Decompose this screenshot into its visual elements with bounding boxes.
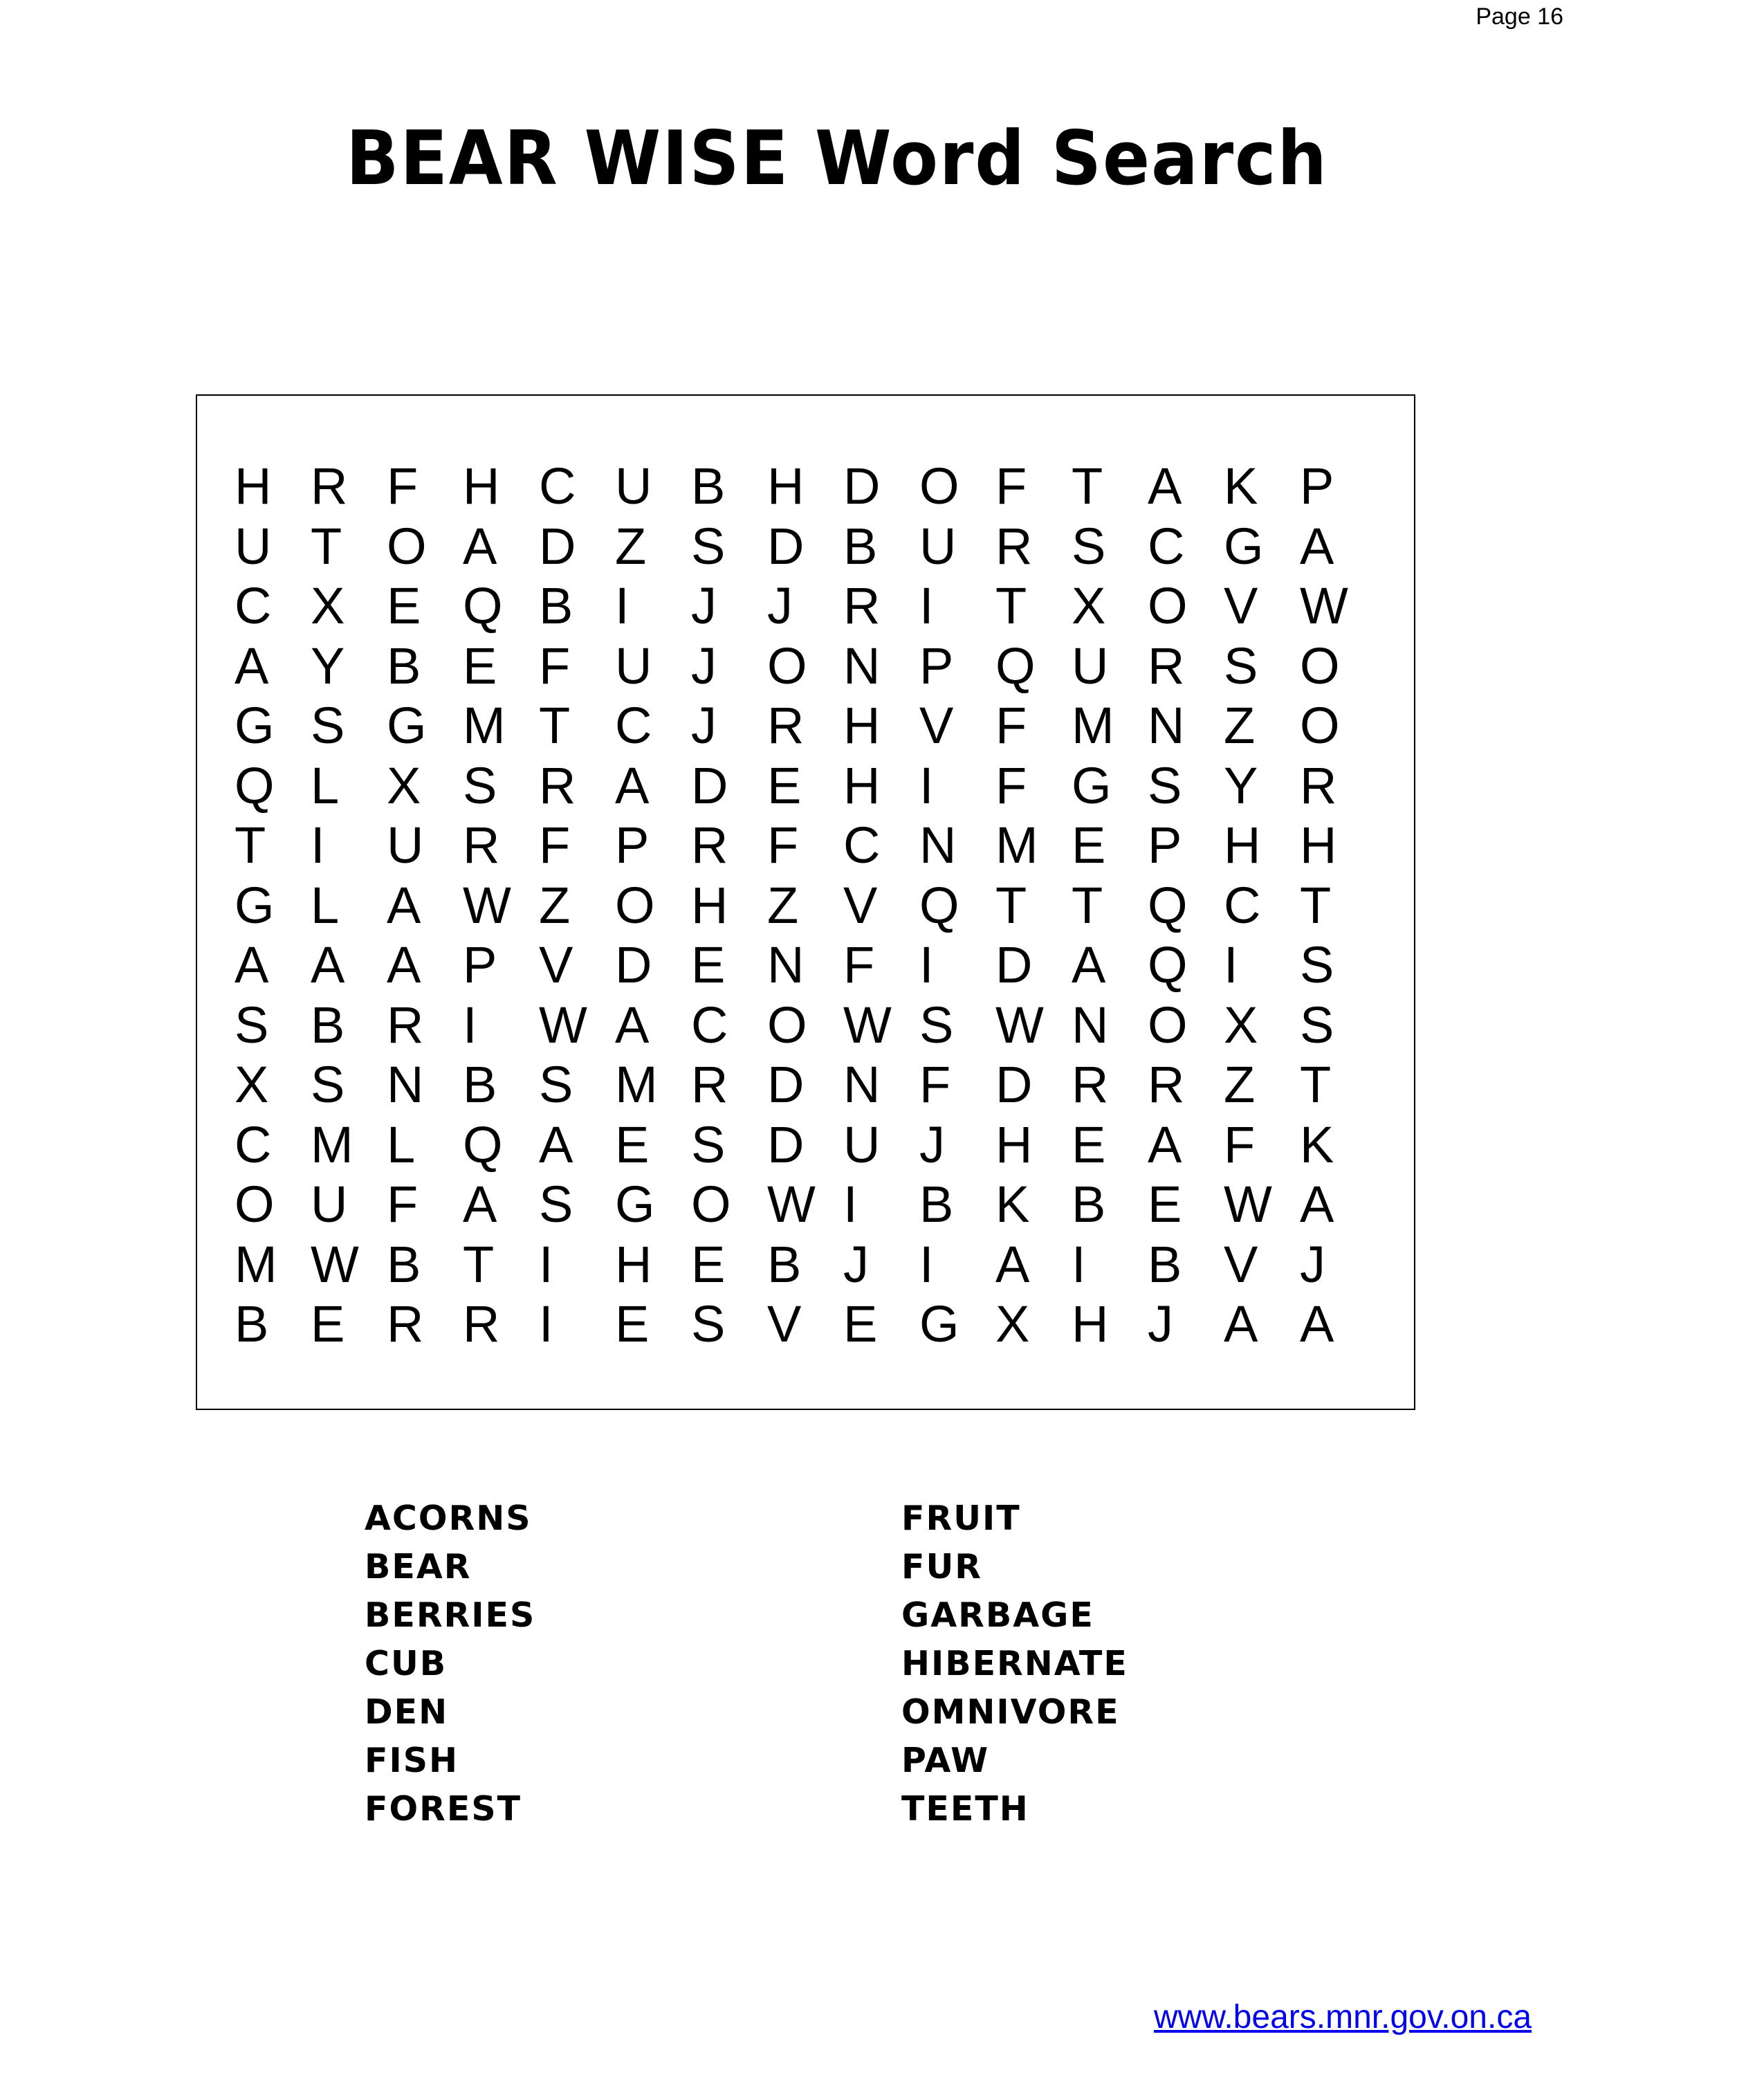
grid-letter: B [1072, 1175, 1106, 1233]
grid-letter: W [539, 996, 587, 1054]
grid-letter: U [615, 637, 652, 695]
grid-letter: R [691, 816, 728, 874]
word-list-left [365, 1494, 849, 1833]
grid-letter: A [1148, 457, 1182, 515]
grid-letter: W [995, 996, 1044, 1054]
grid-letter: K [1224, 457, 1258, 515]
grid-letter: J [1148, 1295, 1173, 1353]
grid-letter: S [1148, 756, 1182, 814]
grid-row [235, 996, 1390, 1056]
word-list-right [901, 1494, 1386, 1833]
page-number: Page 16 [1476, 3, 1563, 30]
grid-letter: C [1224, 876, 1261, 934]
grid-letter: O [691, 1175, 731, 1233]
grid-letter: H [843, 697, 881, 754]
grid-letter: B [235, 1295, 269, 1353]
grid-row [235, 1055, 1390, 1115]
grid-letter: U [615, 457, 652, 515]
grid-letter: C [1148, 517, 1185, 575]
grid-letter: B [691, 457, 726, 515]
grid-letter: U [311, 1175, 348, 1233]
grid-letter: Q [235, 756, 275, 814]
grid-letter: X [311, 577, 345, 634]
grid-letter: I [919, 756, 934, 814]
grid-letter: R [387, 996, 424, 1054]
grid-letter: T [995, 577, 1027, 634]
grid-letter: R [843, 577, 881, 634]
grid-letter: V [1224, 577, 1258, 634]
grid-letter: W [1224, 1175, 1272, 1233]
grid-letter: F [539, 816, 571, 874]
grid-letter: L [311, 876, 340, 934]
grid-letter: X [1072, 577, 1106, 634]
grid-letter: G [1224, 517, 1264, 575]
grid-letter: V [919, 697, 954, 754]
grid-letter: T [995, 876, 1027, 934]
grid-letter: G [387, 697, 427, 754]
grid-row [235, 1235, 1390, 1295]
grid-letter: G [615, 1175, 655, 1233]
grid-letter: M [235, 1235, 277, 1293]
grid-letter: Q [1148, 876, 1188, 934]
grid-letter: R [539, 756, 576, 814]
grid-letter: Z [1224, 697, 1256, 754]
grid-letter: M [615, 1056, 658, 1113]
grid-letter: S [539, 1175, 573, 1233]
grid-letter: D [843, 457, 881, 515]
grid-letter: E [843, 1295, 878, 1353]
grid-letter: K [995, 1175, 1030, 1233]
grid-letter: D [691, 756, 728, 814]
grid-letter: S [691, 1295, 726, 1353]
grid-row [235, 935, 1390, 996]
grid-letter: N [1148, 697, 1185, 754]
grid-letter: S [235, 996, 269, 1054]
grid-letter: A [1148, 1115, 1182, 1173]
grid-letter: M [463, 697, 506, 754]
grid-letter: A [1224, 1295, 1258, 1353]
grid-letter: N [843, 1056, 881, 1113]
word-list-item: OMNIVORE [901, 1692, 1120, 1732]
word-search-grid-box [196, 394, 1415, 1410]
grid-letter: D [767, 517, 805, 575]
grid-letter: I [843, 1175, 858, 1233]
grid-letter: H [235, 457, 272, 515]
word-list-item: HIBERNATE [901, 1644, 1128, 1683]
grid-letter: P [919, 637, 954, 695]
grid-row [235, 1115, 1390, 1175]
word-list-item: FRUIT [901, 1499, 1021, 1538]
grid-letter: R [463, 1295, 500, 1353]
grid-letter: N [1072, 996, 1109, 1054]
grid-letter: C [235, 1115, 272, 1173]
grid-letter: G [235, 697, 275, 754]
grid-letter: T [1072, 876, 1103, 934]
grid-letter: T [311, 517, 342, 575]
grid-letter: E [691, 1235, 726, 1293]
grid-row [235, 637, 1390, 697]
grid-letter: R [1072, 1056, 1109, 1113]
grid-letter: I [615, 577, 630, 634]
grid-letter: I [539, 1295, 553, 1353]
grid-letter: B [463, 1056, 497, 1113]
grid-letter: R [1300, 756, 1337, 814]
grid-letter: F [919, 1056, 951, 1113]
grid-letter: H [995, 1115, 1033, 1173]
grid-letter: H [1224, 816, 1261, 874]
grid-letter: F [387, 1175, 419, 1233]
grid-letter: R [387, 1295, 424, 1353]
word-search-grid [235, 457, 1390, 1355]
grid-letter: J [1300, 1235, 1325, 1293]
grid-letter: Z [767, 876, 799, 934]
grid-letter: Q [995, 637, 1036, 695]
grid-letter: F [539, 637, 571, 695]
grid-row [235, 696, 1390, 756]
grid-letter: C [615, 697, 652, 754]
grid-letter: V [539, 936, 573, 994]
grid-letter: S [1300, 996, 1334, 1054]
grid-row [235, 576, 1390, 637]
grid-letter: O [767, 637, 807, 695]
grid-letter: B [919, 1175, 954, 1233]
grid-letter: B [387, 1235, 421, 1293]
grid-letter: U [1072, 637, 1109, 695]
grid-letter: W [463, 876, 511, 934]
grid-letter: R [311, 457, 348, 515]
grid-letter: J [919, 1115, 945, 1173]
word-list-item: ACORNS [365, 1499, 532, 1538]
grid-letter: A [387, 936, 421, 994]
grid-letter: F [843, 936, 875, 994]
grid-letter: I [1072, 1235, 1086, 1293]
grid-letter: A [1072, 936, 1106, 994]
grid-row [235, 1175, 1390, 1235]
grid-row [235, 1294, 1390, 1355]
grid-letter: J [767, 577, 793, 634]
grid-letter: H [1072, 1295, 1109, 1353]
grid-letter: H [767, 457, 805, 515]
grid-row [235, 517, 1390, 577]
grid-letter: Q [919, 876, 959, 934]
grid-letter: F [387, 457, 419, 515]
grid-letter: Q [1148, 936, 1188, 994]
grid-letter: Y [311, 637, 345, 695]
word-list-item: TEETH [901, 1789, 1029, 1829]
grid-letter: B [1148, 1235, 1182, 1293]
grid-letter: W [767, 1175, 816, 1233]
grid-letter: B [539, 577, 573, 634]
grid-letter: J [843, 1235, 869, 1293]
grid-letter: A [311, 936, 345, 994]
grid-letter: K [1300, 1115, 1334, 1173]
grid-letter: I [919, 577, 934, 634]
grid-letter: G [919, 1295, 959, 1353]
grid-letter: A [463, 1175, 497, 1233]
grid-letter: N [767, 936, 805, 994]
grid-letter: M [311, 1115, 353, 1173]
grid-letter: X [1224, 996, 1258, 1054]
grid-letter: A [387, 876, 421, 934]
grid-letter: I [919, 936, 934, 994]
word-list-item: FOREST [365, 1789, 522, 1829]
word-list-item: CUB [365, 1644, 448, 1683]
grid-letter: F [995, 756, 1027, 814]
grid-letter: U [843, 1115, 881, 1173]
grid-letter: M [995, 816, 1038, 874]
grid-letter: R [767, 697, 805, 754]
grid-letter: O [919, 457, 959, 515]
word-list-item: BEAR [365, 1547, 472, 1586]
grid-letter: X [995, 1295, 1030, 1353]
grid-letter: W [843, 996, 892, 1054]
grid-letter: A [463, 517, 497, 575]
word-list-item: PAW [901, 1741, 990, 1780]
grid-letter: Q [463, 1115, 503, 1173]
grid-letter: H [463, 457, 500, 515]
grid-letter: F [1224, 1115, 1256, 1173]
grid-letter: L [387, 1115, 416, 1173]
grid-letter: C [691, 996, 728, 1054]
grid-letter: V [1224, 1235, 1258, 1293]
grid-letter: N [387, 1056, 424, 1113]
grid-letter: D [767, 1056, 805, 1113]
grid-letter: X [387, 756, 421, 814]
grid-letter: U [919, 517, 957, 575]
grid-letter: E [1072, 816, 1106, 874]
grid-letter: E [463, 637, 497, 695]
grid-letter: O [767, 996, 807, 1054]
grid-letter: S [691, 517, 726, 575]
grid-row [235, 876, 1390, 936]
word-list-item: DEN [365, 1692, 449, 1732]
grid-letter: P [615, 816, 650, 874]
grid-letter: D [615, 936, 652, 994]
grid-letter: S [919, 996, 954, 1054]
grid-letter: P [1300, 457, 1334, 515]
grid-letter: I [1224, 936, 1238, 994]
grid-letter: O [1148, 996, 1188, 1054]
grid-letter: D [767, 1115, 805, 1173]
grid-letter: A [539, 1115, 573, 1173]
grid-letter: O [1300, 637, 1340, 695]
word-list-item: BERRIES [365, 1595, 536, 1635]
grid-letter: L [311, 756, 340, 814]
grid-letter: A [615, 996, 650, 1054]
grid-letter: S [311, 697, 345, 754]
grid-letter: Z [1224, 1056, 1256, 1113]
grid-letter: V [767, 1295, 802, 1353]
website-link[interactable]: www.bears.mnr.gov.on.ca [1154, 1999, 1532, 2035]
grid-letter: A [235, 637, 269, 695]
grid-letter: A [1300, 1295, 1334, 1353]
grid-letter: Z [615, 517, 647, 575]
grid-letter: J [691, 577, 717, 634]
grid-letter: X [235, 1056, 269, 1113]
grid-letter: F [995, 697, 1027, 754]
grid-letter: R [691, 1056, 728, 1113]
grid-letter: J [691, 637, 717, 695]
word-list-item: FISH [365, 1741, 459, 1780]
grid-letter: C [235, 577, 272, 634]
grid-letter: F [995, 457, 1027, 515]
grid-letter: M [1072, 697, 1114, 754]
grid-letter: C [539, 457, 576, 515]
grid-letter: D [539, 517, 576, 575]
grid-letter: A [615, 756, 650, 814]
grid-letter: B [767, 1235, 802, 1293]
grid-letter: R [1148, 637, 1185, 695]
grid-letter: Q [463, 577, 503, 634]
grid-letter: G [1072, 756, 1112, 814]
grid-letter: E [615, 1295, 650, 1353]
grid-letter: D [995, 1056, 1033, 1113]
grid-letter: R [995, 517, 1033, 575]
grid-letter: T [235, 816, 266, 874]
grid-letter: O [1300, 697, 1340, 754]
grid-letter: A [1300, 517, 1334, 575]
grid-letter: H [1300, 816, 1337, 874]
grid-letter: V [843, 876, 878, 934]
word-list-item: GARBAGE [901, 1595, 1094, 1635]
grid-letter: H [843, 756, 881, 814]
grid-letter: F [767, 816, 799, 874]
grid-letter: R [463, 816, 500, 874]
grid-letter: Z [539, 876, 571, 934]
grid-letter: W [311, 1235, 359, 1293]
grid-letter: T [1300, 876, 1332, 934]
grid-letter: R [1148, 1056, 1185, 1113]
grid-letter: S [1072, 517, 1106, 575]
word-list-item: FUR [901, 1547, 982, 1586]
grid-letter: J [691, 697, 717, 754]
grid-letter: S [691, 1115, 726, 1173]
page-title: BEAR WISE Word Search [346, 116, 1328, 202]
grid-letter: B [387, 637, 421, 695]
grid-letter: P [463, 936, 497, 994]
grid-letter: U [235, 517, 272, 575]
grid-letter: Y [1224, 756, 1258, 814]
grid-letter: T [1072, 457, 1103, 515]
grid-letter: S [1300, 936, 1334, 994]
grid-letter: E [615, 1115, 650, 1173]
grid-letter: E [1148, 1175, 1182, 1233]
grid-letter: A [995, 1235, 1030, 1293]
grid-letter: A [1300, 1175, 1334, 1233]
grid-letter: B [843, 517, 878, 575]
grid-letter: I [919, 1235, 934, 1293]
grid-letter: O [1148, 577, 1188, 634]
grid-letter: O [387, 517, 427, 575]
grid-letter: E [1072, 1115, 1106, 1173]
grid-letter: H [615, 1235, 652, 1293]
grid-letter: I [463, 996, 477, 1054]
grid-letter: B [311, 996, 345, 1054]
grid-letter: T [463, 1235, 495, 1293]
grid-letter: I [311, 816, 325, 874]
grid-row [235, 457, 1390, 517]
grid-letter: S [463, 756, 497, 814]
grid-letter: E [387, 577, 421, 634]
grid-letter: N [919, 816, 957, 874]
grid-letter: I [539, 1235, 553, 1293]
grid-letter: O [235, 1175, 275, 1233]
grid-letter: D [995, 936, 1033, 994]
grid-row [235, 816, 1390, 876]
grid-letter: A [235, 936, 269, 994]
grid-letter: H [691, 876, 728, 934]
grid-letter: T [539, 697, 571, 754]
grid-row [235, 756, 1390, 816]
grid-letter: S [539, 1056, 573, 1113]
grid-letter: P [1148, 816, 1182, 874]
grid-letter: S [311, 1056, 345, 1113]
grid-letter: G [235, 876, 275, 934]
grid-letter: W [1300, 577, 1348, 634]
grid-letter: U [387, 816, 424, 874]
grid-letter: E [767, 756, 802, 814]
grid-letter: C [843, 816, 881, 874]
grid-letter: O [615, 876, 655, 934]
grid-letter: S [1224, 637, 1258, 695]
grid-letter: T [1300, 1056, 1332, 1113]
grid-letter: E [311, 1295, 345, 1353]
grid-letter: E [691, 936, 726, 994]
grid-letter: N [843, 637, 881, 695]
